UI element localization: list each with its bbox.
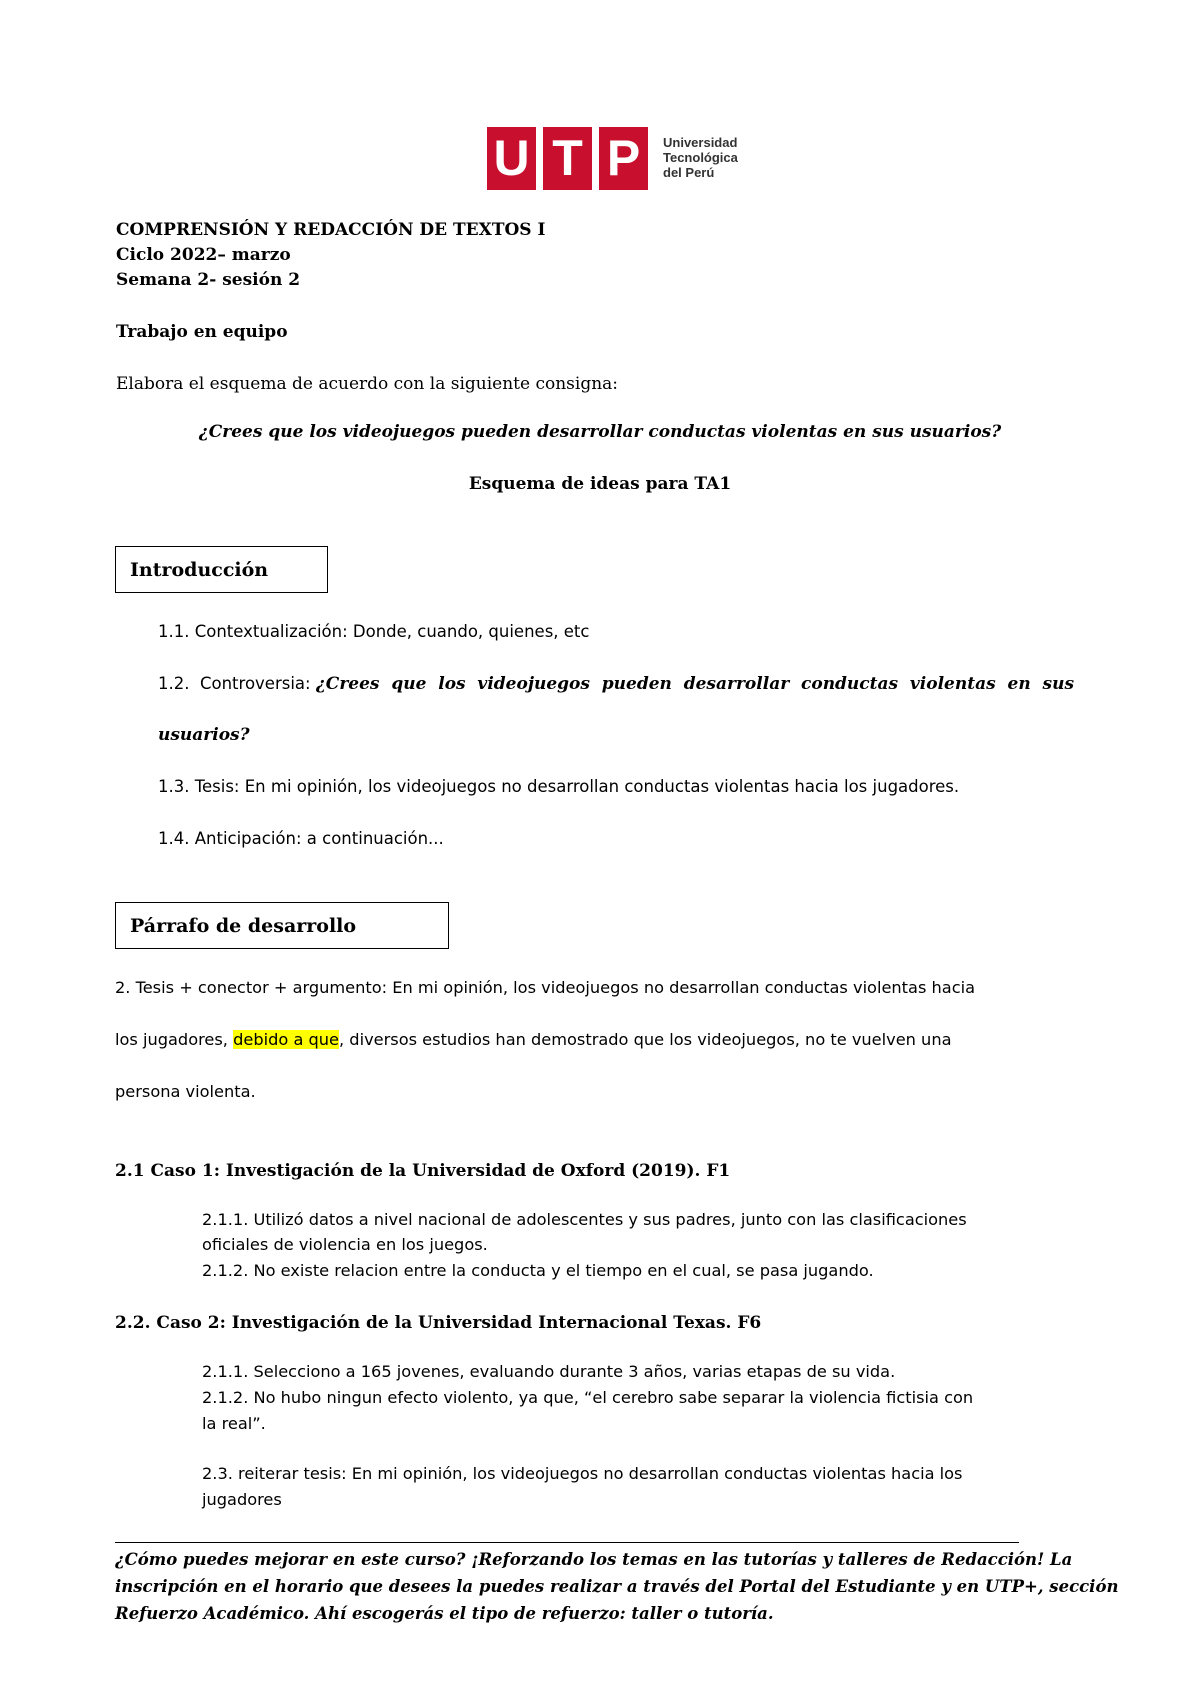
case-1-title: 2.1 Caso 1: Investigación de la Universidad de Oxford (2019). F1 <box>115 1161 731 1181</box>
logo-letter-t: T <box>543 127 592 190</box>
course-title: COMPRENSIÓN Y REDACCIÓN DE TEXTOS I <box>116 220 546 240</box>
footer-line-1: ¿Cómo puedes mejorar en este curso? ¡Reforzando los temas en las tutorías y talleres de Redacción! La <box>115 1550 1073 1569</box>
intro-item-2-question: ¿Crees que los videojuegos pueden desarrollar conductas violentas en sus <box>315 674 1075 694</box>
case-1-item-1-line-2: oficiales de violencia en los juegos. <box>202 1235 488 1254</box>
instruction-text: Elabora el esquema de acuerdo con la siguiente consigna: <box>116 374 619 394</box>
teamwork-label: Trabajo en equipo <box>116 322 288 342</box>
logo-line-3: del Perú <box>663 165 715 180</box>
case-1-item-1-line-1: 2.1.1. Utilizó datos a nivel nacional de adolescentes y sus padres, junto con las clasificaciones <box>202 1210 967 1229</box>
main-question: ¿Crees que los videojuegos pueden desarrollar conductas violentas en sus usuarios? <box>198 422 1002 442</box>
development-heading-box: Párrafo de desarrollo <box>115 902 449 949</box>
intro-item-4: 1.4. Anticipación: a continuación... <box>158 829 444 848</box>
cycle-label: Ciclo 2022– marzo <box>116 245 291 265</box>
highlighted-connector: debido a que <box>233 1030 339 1049</box>
development-thesis-line-1: 2. Tesis + conector + argumento: En mi opinión, los videojuegos no desarrollan conductas violentas hacia <box>115 978 976 997</box>
intro-item-2-question-cont: usuarios? <box>158 725 250 745</box>
intro-heading-box: Introducción <box>115 546 328 593</box>
schema-title: Esquema de ideas para TA1 <box>468 474 732 494</box>
footer-divider <box>115 1542 1019 1543</box>
case-2-item-2-line-1: 2.1.2. No hubo ningun efecto violento, ya que, “el cerebro sabe separar la violencia fictisia con <box>202 1388 974 1407</box>
logo-letter-p: P <box>599 127 648 190</box>
intro-item-2 <box>158 673 1075 695</box>
case-2-item-2-line-2: la real”. <box>202 1414 266 1433</box>
case-2-item-1: 2.1.1. Selecciono a 165 jovenes, evaluando durante 3 años, varias etapas de su vida. <box>202 1362 896 1381</box>
intro-item-1: 1.1. Contextualización: Donde, cuando, quienes, etc <box>158 622 590 641</box>
intro-item-3: 1.3. Tesis: En mi opinión, los videojuegos no desarrollan conductas violentas hacia los jugadores. <box>158 777 960 796</box>
logo-wordmark <box>663 135 738 180</box>
footer-line-3: Refuerzo Académico. Ahí escogerás el tipo de refuerzo: taller o tutoría. <box>115 1604 774 1623</box>
reiterate-thesis-line-2: jugadores <box>202 1490 282 1509</box>
thesis-text-a: los jugadores, <box>115 1030 234 1049</box>
development-thesis-line-3: persona violenta. <box>115 1082 256 1101</box>
thesis-text-b: , diversos estudios han demostrado que los videojuegos, no te vuelven una <box>339 1030 952 1049</box>
intro-item-2-label: 1.2. Controversia: <box>158 674 316 693</box>
reiterate-thesis-line-1: 2.3. reiterar tesis: En mi opinión, los videojuegos no desarrollan conductas violentas hacia los <box>202 1464 963 1483</box>
footer-line-2: inscripción en el horario que desees la puedes realizar a través del Portal del Estudiante y en UTP+, sección <box>115 1577 1119 1596</box>
case-1-item-2: 2.1.2. No existe relacion entre la conducta y el tiempo en el cual, se pasa jugando. <box>202 1261 874 1280</box>
logo-line-1: Universidad <box>663 135 738 150</box>
logo-line-2: Tecnológica <box>663 150 738 165</box>
logo-letter-u: U <box>487 127 536 190</box>
case-2-title: 2.2. Caso 2: Investigación de la Universidad Internacional Texas. F6 <box>115 1313 762 1333</box>
footer-note <box>115 1546 1119 1627</box>
development-thesis-line-2 <box>115 1029 952 1051</box>
week-label: Semana 2- sesión 2 <box>116 270 301 290</box>
